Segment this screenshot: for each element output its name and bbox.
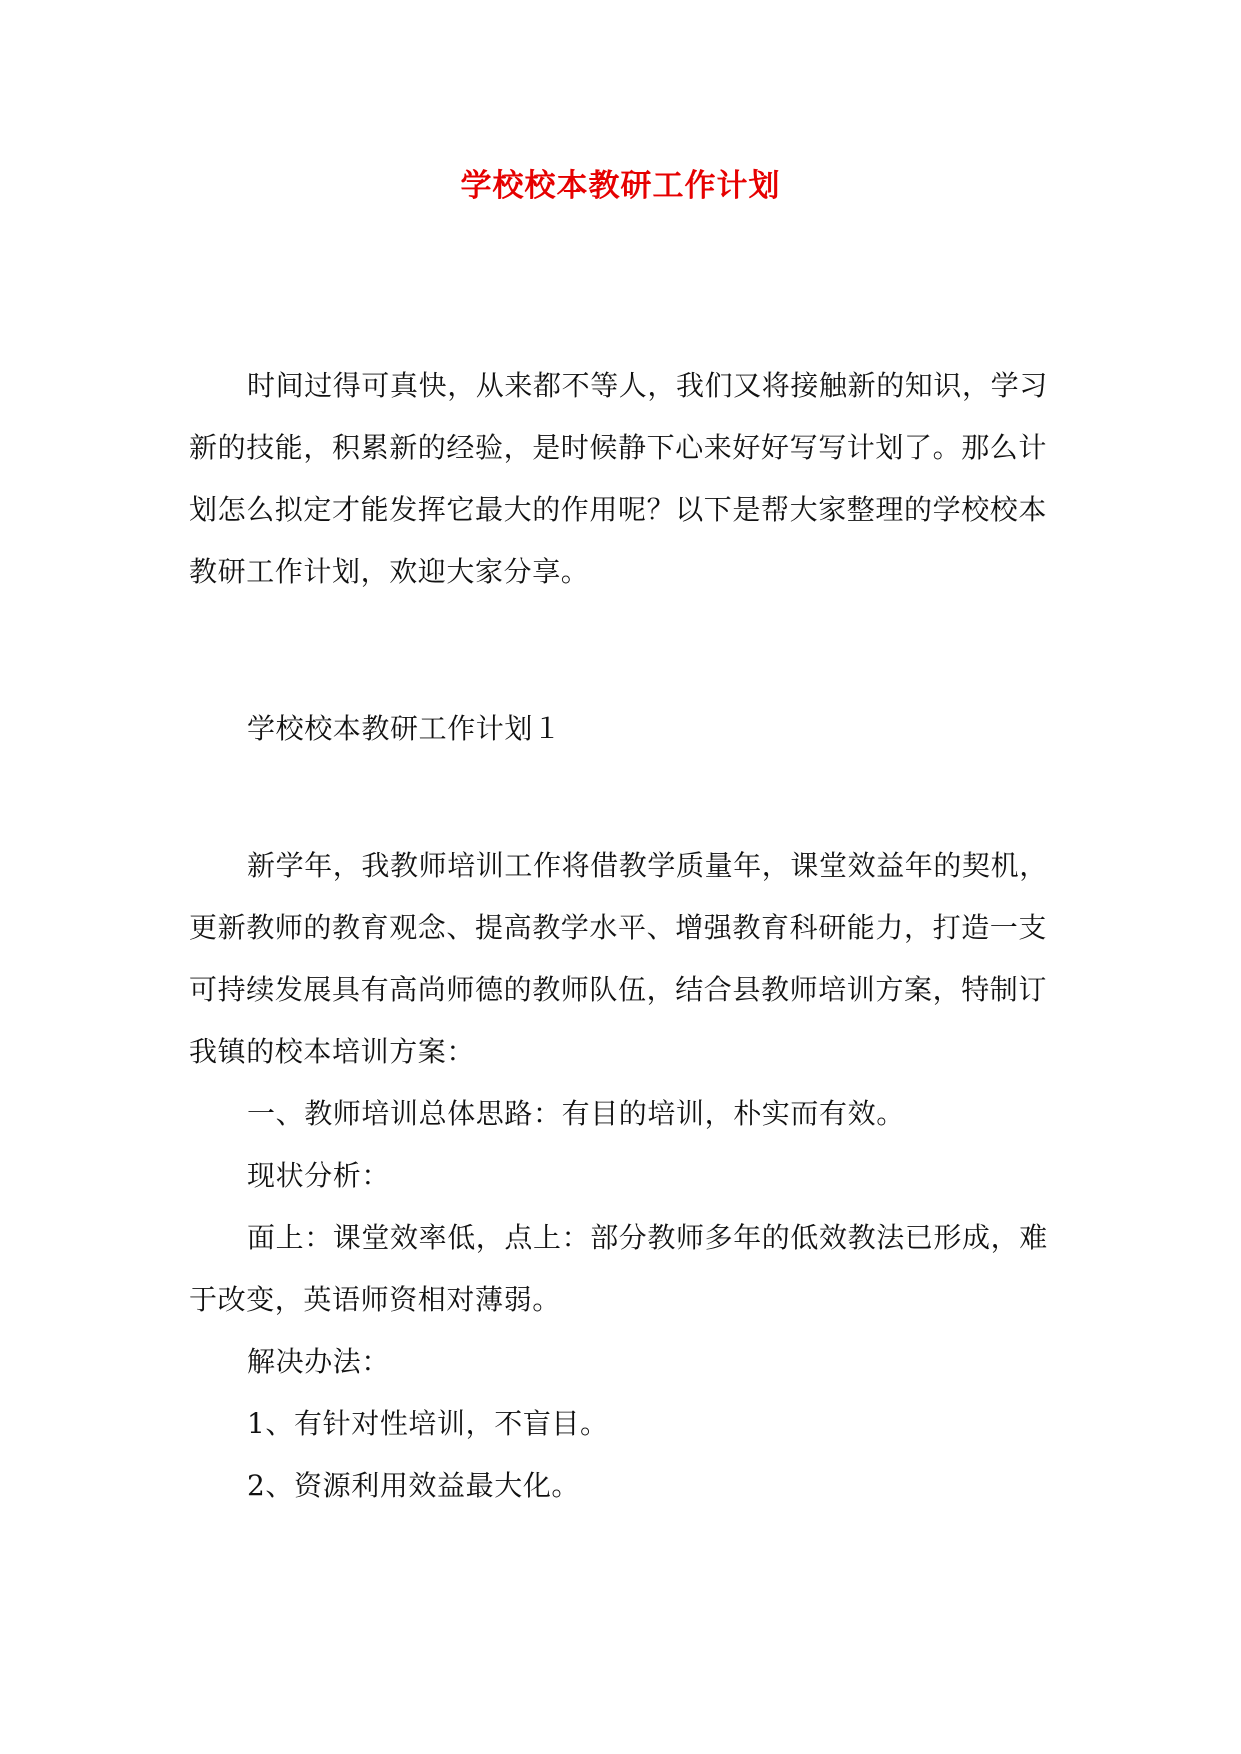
body-paragraph: 现状分析： (247, 1159, 391, 1192)
body-paragraph: 1、有针对性培训，不盲目。 (247, 1407, 609, 1440)
section-heading-block (189, 698, 1069, 760)
intro-block (189, 355, 1069, 603)
body-paragraph: 解决办法： (247, 1345, 391, 1378)
document-title: 学校校本教研工作计划 (460, 168, 781, 204)
section-heading: 学校校本教研工作计划１ (247, 712, 562, 745)
body-paragraph: 面上：课堂效率低，点上：部分教师多年的低效教法已形成，难于改变，英语师资相对薄弱。 (189, 1221, 1048, 1316)
body-paragraph: 2、资源利用效益最大化。 (247, 1469, 581, 1502)
body-paragraph: 新学年，我教师培训工作将借教学质量年，课堂效益年的契机，更新教师的教育观念、提高教学水平、增强教育科研能力，打造一支可持续发展具有高尚师德的教师队伍，结合县教师培训方案，特制订我镇的校本培训方案： (189, 849, 1048, 1068)
body-block (189, 835, 1069, 1517)
intro-paragraph: 时间过得可真快，从来都不等人，我们又将接触新的知识，学习新的技能，积累新的经验，是时候静下心来好好写写计划了。那么计划怎么拟定才能发挥它最大的作用呢？以下是帮大家整理的学校校本教研工作计划，欢迎大家分享。 (189, 369, 1048, 588)
body-paragraph: 一、教师培训总体思路：有目的培训，朴实而有效。 (247, 1097, 905, 1130)
